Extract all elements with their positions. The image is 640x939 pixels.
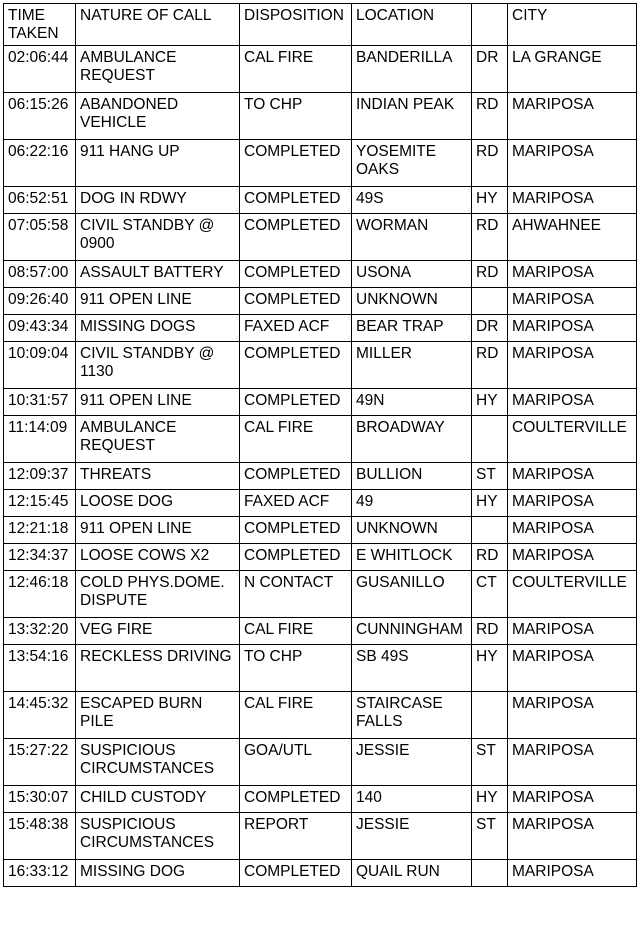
cell-location: CUNNINGHAM — [352, 618, 472, 645]
cell-location: STAIRCASE FALLS — [352, 692, 472, 739]
table-row — [4, 786, 637, 813]
cell-disposition: COMPLETED — [240, 389, 352, 416]
header-nature-of-call: NATURE OF CALL — [76, 4, 240, 46]
table-body — [4, 46, 637, 887]
table-row — [4, 214, 637, 261]
cell-disposition: CAL FIRE — [240, 416, 352, 463]
cell-time-taken: 07:05:58 — [4, 214, 76, 261]
cell-city: MARIPOSA — [508, 544, 637, 571]
cell-city: MARIPOSA — [508, 813, 637, 860]
cell-road-suffix — [472, 517, 508, 544]
cell-city: COULTERVILLE — [508, 571, 637, 618]
cell-location: SB 49S — [352, 645, 472, 692]
cell-nature-of-call: AMBULANCE REQUEST — [76, 46, 240, 93]
cell-disposition: TO CHP — [240, 645, 352, 692]
cell-road-suffix: ST — [472, 813, 508, 860]
cell-time-taken: 12:46:18 — [4, 571, 76, 618]
cell-city: MARIPOSA — [508, 315, 637, 342]
cell-time-taken: 12:34:37 — [4, 544, 76, 571]
cell-nature-of-call: CHILD CUSTODY — [76, 786, 240, 813]
cell-location: E WHITLOCK — [352, 544, 472, 571]
table-row — [4, 618, 637, 645]
cell-city: MARIPOSA — [508, 490, 637, 517]
cell-nature-of-call: CIVIL STANDBY @ 1130 — [76, 342, 240, 389]
cell-time-taken: 02:06:44 — [4, 46, 76, 93]
cell-city: MARIPOSA — [508, 389, 637, 416]
table-row — [4, 389, 637, 416]
cell-nature-of-call: ASSAULT BATTERY — [76, 261, 240, 288]
cell-disposition: COMPLETED — [240, 463, 352, 490]
cell-location: BULLION — [352, 463, 472, 490]
call-log-table — [3, 3, 637, 887]
cell-nature-of-call: VEG FIRE — [76, 618, 240, 645]
table-row — [4, 645, 637, 692]
cell-city: COULTERVILLE — [508, 416, 637, 463]
cell-disposition: COMPLETED — [240, 544, 352, 571]
cell-disposition: COMPLETED — [240, 342, 352, 389]
cell-time-taken: 15:27:22 — [4, 739, 76, 786]
cell-location: UNKNOWN — [352, 517, 472, 544]
cell-road-suffix: ST — [472, 739, 508, 786]
header-suffix — [472, 4, 508, 46]
cell-time-taken: 08:57:00 — [4, 261, 76, 288]
cell-location: BANDERILLA — [352, 46, 472, 93]
cell-road-suffix: RD — [472, 93, 508, 140]
header-disposition: DISPOSITION — [240, 4, 352, 46]
cell-city: MARIPOSA — [508, 342, 637, 389]
cell-disposition: TO CHP — [240, 93, 352, 140]
cell-time-taken: 06:52:51 — [4, 187, 76, 214]
cell-disposition: GOA/UTL — [240, 739, 352, 786]
table-row — [4, 692, 637, 739]
cell-nature-of-call: MISSING DOG — [76, 860, 240, 887]
cell-time-taken: 15:48:38 — [4, 813, 76, 860]
cell-disposition: COMPLETED — [240, 261, 352, 288]
cell-road-suffix — [472, 288, 508, 315]
cell-nature-of-call: 911 HANG UP — [76, 140, 240, 187]
table-row — [4, 860, 637, 887]
cell-time-taken: 14:45:32 — [4, 692, 76, 739]
cell-road-suffix: RD — [472, 618, 508, 645]
cell-road-suffix: HY — [472, 187, 508, 214]
cell-disposition: FAXED ACF — [240, 315, 352, 342]
cell-time-taken: 09:43:34 — [4, 315, 76, 342]
cell-road-suffix: HY — [472, 645, 508, 692]
table-row — [4, 463, 637, 490]
cell-nature-of-call: SUSPICIOUS CIRCUMSTANCES — [76, 813, 240, 860]
cell-city: MARIPOSA — [508, 860, 637, 887]
table-header — [4, 4, 637, 46]
cell-disposition: COMPLETED — [240, 214, 352, 261]
cell-time-taken: 12:09:37 — [4, 463, 76, 490]
header-location: LOCATION — [352, 4, 472, 46]
table-row — [4, 739, 637, 786]
cell-nature-of-call: 911 OPEN LINE — [76, 517, 240, 544]
cell-city: LA GRANGE — [508, 46, 637, 93]
cell-disposition: COMPLETED — [240, 860, 352, 887]
cell-nature-of-call: SUSPICIOUS CIRCUMSTANCES — [76, 739, 240, 786]
cell-road-suffix — [472, 416, 508, 463]
cell-time-taken: 12:21:18 — [4, 517, 76, 544]
cell-city: MARIPOSA — [508, 463, 637, 490]
cell-road-suffix: HY — [472, 786, 508, 813]
cell-nature-of-call: 911 OPEN LINE — [76, 389, 240, 416]
table-row — [4, 342, 637, 389]
cell-time-taken: 11:14:09 — [4, 416, 76, 463]
table-row — [4, 261, 637, 288]
cell-time-taken: 13:32:20 — [4, 618, 76, 645]
cell-disposition: COMPLETED — [240, 288, 352, 315]
cell-time-taken: 06:15:26 — [4, 93, 76, 140]
cell-location: UNKNOWN — [352, 288, 472, 315]
cell-location: 140 — [352, 786, 472, 813]
cell-nature-of-call: AMBULANCE REQUEST — [76, 416, 240, 463]
cell-location: BROADWAY — [352, 416, 472, 463]
cell-nature-of-call: DOG IN RDWY — [76, 187, 240, 214]
cell-nature-of-call: ABANDONED VEHICLE — [76, 93, 240, 140]
cell-city: MARIPOSA — [508, 692, 637, 739]
cell-location: QUAIL RUN — [352, 860, 472, 887]
cell-location: USONA — [352, 261, 472, 288]
cell-location: JESSIE — [352, 739, 472, 786]
cell-disposition: FAXED ACF — [240, 490, 352, 517]
cell-time-taken: 06:22:16 — [4, 140, 76, 187]
cell-nature-of-call: CIVIL STANDBY @ 0900 — [76, 214, 240, 261]
table-row — [4, 315, 637, 342]
cell-city: MARIPOSA — [508, 618, 637, 645]
cell-road-suffix — [472, 692, 508, 739]
cell-location: JESSIE — [352, 813, 472, 860]
table-row — [4, 187, 637, 214]
cell-city: MARIPOSA — [508, 140, 637, 187]
cell-road-suffix: CT — [472, 571, 508, 618]
cell-road-suffix: HY — [472, 389, 508, 416]
cell-time-taken: 12:15:45 — [4, 490, 76, 517]
cell-road-suffix: DR — [472, 315, 508, 342]
cell-disposition: COMPLETED — [240, 140, 352, 187]
cell-city: MARIPOSA — [508, 739, 637, 786]
cell-location: YOSEMITE OAKS — [352, 140, 472, 187]
cell-road-suffix: ST — [472, 463, 508, 490]
cell-time-taken: 15:30:07 — [4, 786, 76, 813]
cell-nature-of-call: RECKLESS DRIVING — [76, 645, 240, 692]
table-row — [4, 140, 637, 187]
table-row — [4, 517, 637, 544]
header-city: CITY — [508, 4, 637, 46]
cell-location: WORMAN — [352, 214, 472, 261]
cell-nature-of-call: MISSING DOGS — [76, 315, 240, 342]
cell-road-suffix: DR — [472, 46, 508, 93]
cell-road-suffix: RD — [472, 342, 508, 389]
cell-city: MARIPOSA — [508, 517, 637, 544]
header-time-taken: TIME TAKEN — [4, 4, 76, 46]
cell-city: MARIPOSA — [508, 261, 637, 288]
cell-disposition: CAL FIRE — [240, 46, 352, 93]
cell-road-suffix: RD — [472, 544, 508, 571]
cell-location: 49N — [352, 389, 472, 416]
cell-nature-of-call: ESCAPED BURN PILE — [76, 692, 240, 739]
table-row — [4, 490, 637, 517]
cell-road-suffix — [472, 860, 508, 887]
cell-road-suffix: RD — [472, 214, 508, 261]
cell-disposition: COMPLETED — [240, 517, 352, 544]
table-row — [4, 571, 637, 618]
cell-road-suffix: HY — [472, 490, 508, 517]
cell-time-taken: 10:31:57 — [4, 389, 76, 416]
cell-city: MARIPOSA — [508, 786, 637, 813]
cell-time-taken: 16:33:12 — [4, 860, 76, 887]
cell-disposition: COMPLETED — [240, 786, 352, 813]
table-row — [4, 46, 637, 93]
cell-disposition: REPORT — [240, 813, 352, 860]
cell-time-taken: 13:54:16 — [4, 645, 76, 692]
cell-location: 49 — [352, 490, 472, 517]
cell-city: MARIPOSA — [508, 645, 637, 692]
cell-road-suffix: RD — [472, 140, 508, 187]
cell-disposition: N CONTACT — [240, 571, 352, 618]
cell-nature-of-call: LOOSE COWS X2 — [76, 544, 240, 571]
cell-location: MILLER — [352, 342, 472, 389]
cell-location: INDIAN PEAK — [352, 93, 472, 140]
cell-location: GUSANILLO — [352, 571, 472, 618]
cell-disposition: COMPLETED — [240, 187, 352, 214]
cell-disposition: CAL FIRE — [240, 692, 352, 739]
cell-time-taken: 09:26:40 — [4, 288, 76, 315]
table-row — [4, 813, 637, 860]
cell-nature-of-call: THREATS — [76, 463, 240, 490]
cell-location: BEAR TRAP — [352, 315, 472, 342]
table-row — [4, 544, 637, 571]
cell-disposition: CAL FIRE — [240, 618, 352, 645]
cell-nature-of-call: 911 OPEN LINE — [76, 288, 240, 315]
cell-road-suffix: RD — [472, 261, 508, 288]
table-row — [4, 288, 637, 315]
cell-city: MARIPOSA — [508, 187, 637, 214]
cell-nature-of-call: LOOSE DOG — [76, 490, 240, 517]
table-row — [4, 93, 637, 140]
cell-time-taken: 10:09:04 — [4, 342, 76, 389]
cell-city: MARIPOSA — [508, 93, 637, 140]
cell-city: MARIPOSA — [508, 288, 637, 315]
cell-city: AHWAHNEE — [508, 214, 637, 261]
cell-nature-of-call: COLD PHYS.DOME. DISPUTE — [76, 571, 240, 618]
table-row — [4, 416, 637, 463]
cell-location: 49S — [352, 187, 472, 214]
